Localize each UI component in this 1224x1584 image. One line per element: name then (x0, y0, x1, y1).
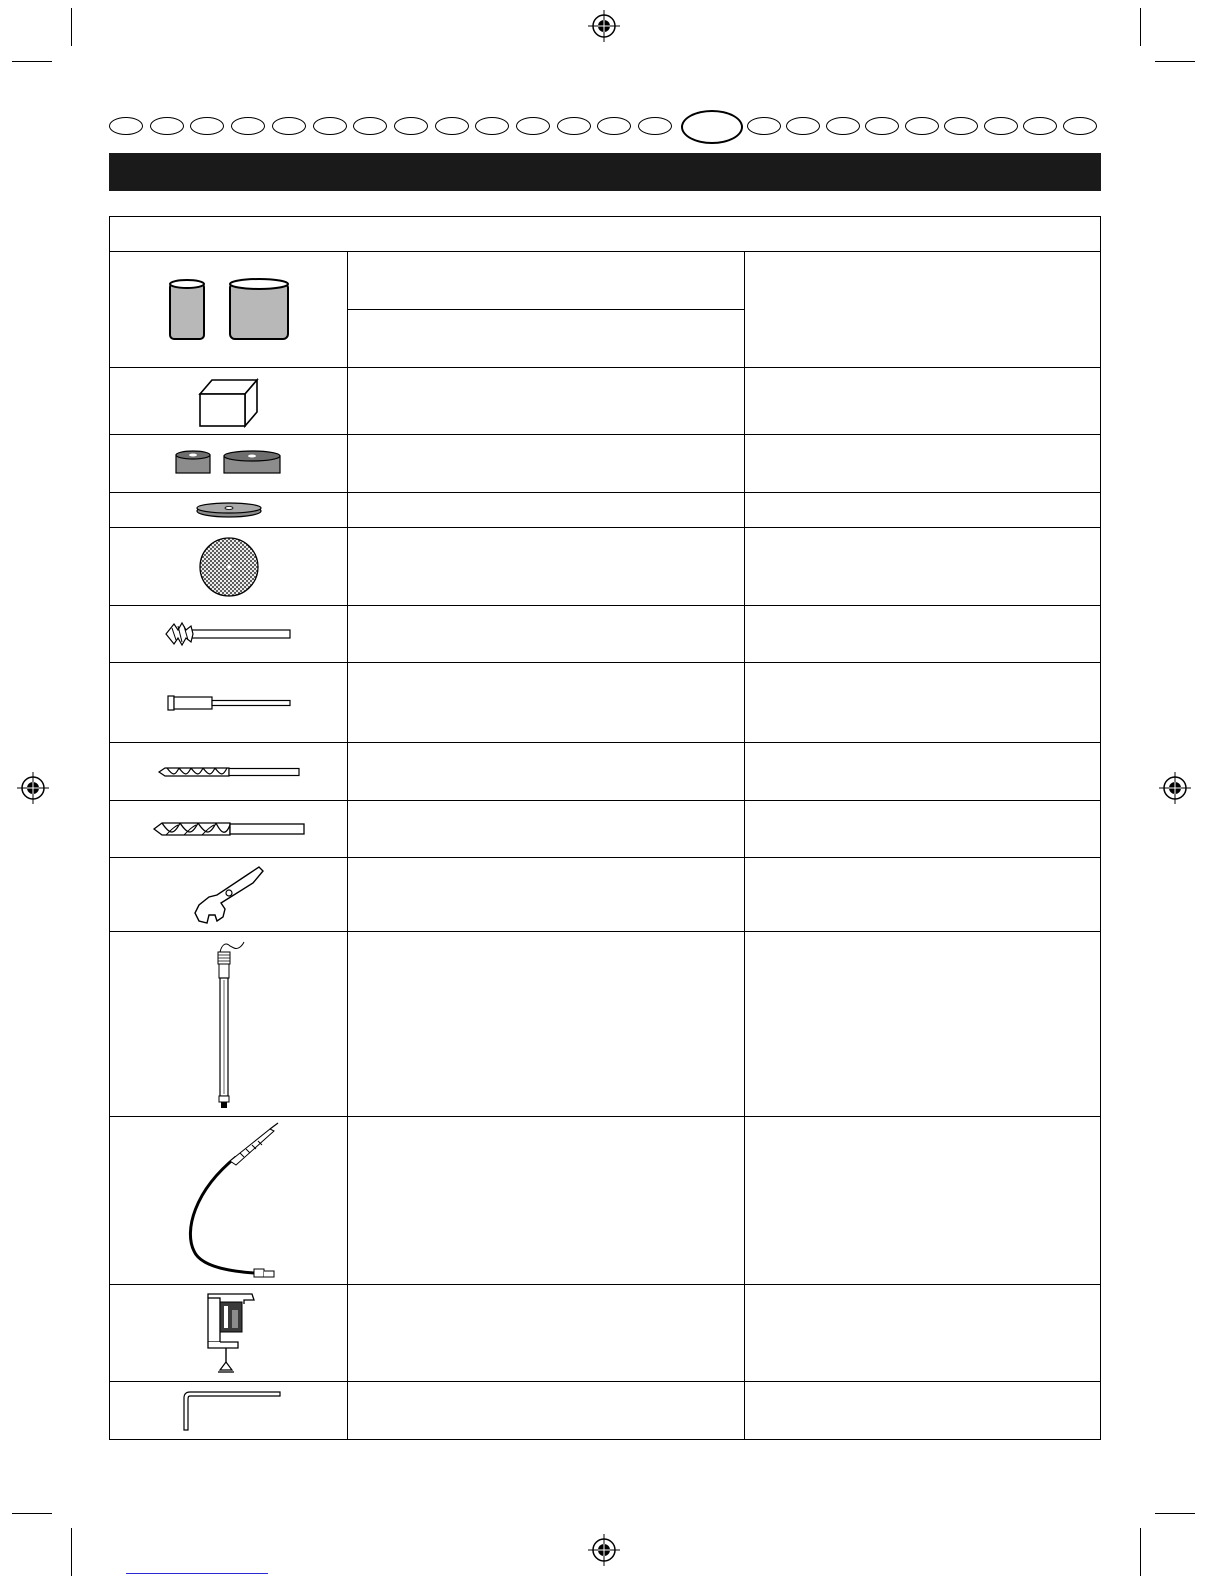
cleaning-block-icon (197, 374, 261, 428)
accessory-quantity-cell (745, 1117, 1101, 1285)
accessory-image-cell (110, 368, 348, 435)
crop-mark (1155, 1513, 1195, 1514)
accessory-quantity-cell (745, 435, 1101, 493)
accessory-name-cell (348, 310, 745, 368)
language-tab[interactable] (597, 117, 631, 135)
accessory-quantity-cell (745, 801, 1101, 858)
large-drill-bit-icon (152, 819, 306, 839)
table-row (110, 368, 1101, 435)
accessory-name-cell (348, 435, 745, 493)
table-row (110, 932, 1101, 1117)
accessory-image-cell (110, 606, 348, 663)
mandrel-icon (166, 693, 292, 713)
language-tab[interactable] (516, 117, 550, 135)
accessory-name-cell (348, 743, 745, 801)
language-tab[interactable] (984, 117, 1018, 135)
hanger-stand-icon (204, 938, 254, 1110)
grinding-stone-icon (174, 449, 284, 479)
section-header-bar (109, 153, 1101, 191)
table-row (110, 252, 1101, 310)
language-tab[interactable] (150, 117, 184, 135)
table-row (110, 1382, 1101, 1440)
language-tab[interactable] (747, 117, 781, 135)
small-drill-bit-icon (157, 764, 301, 780)
hex-key-icon (174, 1390, 284, 1432)
accessory-image-cell (110, 435, 348, 493)
accessory-name-cell (348, 663, 745, 743)
crop-mark (1140, 8, 1141, 46)
language-tab[interactable] (944, 117, 978, 135)
language-tab[interactable] (1063, 117, 1097, 135)
accessory-quantity-cell (745, 932, 1101, 1117)
language-tab[interactable] (557, 117, 591, 135)
accessory-quantity-cell (745, 663, 1101, 743)
table-row (110, 528, 1101, 606)
accessory-name-cell (348, 528, 745, 606)
accessory-quantity-cell (745, 493, 1101, 528)
accessory-name-cell (348, 368, 745, 435)
registration-target-icon (1159, 772, 1191, 804)
table-row (110, 435, 1101, 493)
table-row (110, 858, 1101, 932)
language-tab[interactable] (1023, 117, 1057, 135)
bench-clamp-icon (194, 1290, 264, 1376)
accessory-image-cell (110, 1285, 348, 1382)
sanding-drum-icon (164, 275, 294, 345)
spiral-bit-icon (164, 620, 294, 648)
accessory-quantity-cell (745, 743, 1101, 801)
language-tab-active[interactable] (681, 110, 743, 144)
language-tab[interactable] (394, 117, 428, 135)
language-tab[interactable] (109, 117, 143, 135)
accessory-image-cell (110, 932, 348, 1117)
cut-off-disc-icon (194, 500, 264, 520)
crop-mark (71, 1528, 72, 1576)
language-tab[interactable] (190, 117, 224, 135)
accessory-quantity-cell (745, 606, 1101, 663)
accessory-quantity-cell (745, 368, 1101, 435)
accessory-quantity-cell (745, 1285, 1101, 1382)
accessory-image-cell (110, 252, 348, 368)
language-tab[interactable] (435, 117, 469, 135)
language-tab[interactable] (786, 117, 820, 135)
accessory-quantity-cell (745, 858, 1101, 932)
crop-mark (71, 8, 72, 46)
crop-mark (12, 61, 52, 62)
language-tab[interactable] (272, 117, 306, 135)
accessory-name-cell (348, 1285, 745, 1382)
accessory-name-cell (348, 493, 745, 528)
registration-target-icon (17, 772, 49, 804)
accessory-name-cell (348, 252, 745, 310)
accessory-name-cell (348, 1117, 745, 1285)
spanner-icon (189, 865, 269, 925)
language-tab[interactable] (353, 117, 387, 135)
accessory-quantity-cell (745, 1382, 1101, 1440)
language-tab[interactable] (475, 117, 509, 135)
accessory-name-cell (348, 858, 745, 932)
accessory-image-cell (110, 801, 348, 858)
accessory-name-cell (348, 606, 745, 663)
language-tab[interactable] (638, 117, 672, 135)
registration-target-icon (588, 1534, 620, 1566)
accessory-image-cell (110, 1382, 348, 1440)
table-row (110, 1117, 1101, 1285)
table-row (110, 801, 1101, 858)
registration-target-icon (588, 10, 620, 42)
accessory-image-cell (110, 858, 348, 932)
accessory-image-cell (110, 663, 348, 743)
accessory-name-cell (348, 801, 745, 858)
accessory-image-cell (110, 1117, 348, 1285)
language-tab[interactable] (313, 117, 347, 135)
flexible-shaft-icon (174, 1121, 284, 1281)
accessories-table (109, 216, 1101, 1440)
accessory-image-cell (110, 743, 348, 801)
accessory-image-cell (110, 493, 348, 528)
footer-link-underline (126, 1573, 268, 1574)
crop-mark (12, 1513, 52, 1514)
accessory-name-cell (348, 1382, 745, 1440)
mesh-cutting-disc-icon (197, 535, 261, 599)
table-row (110, 663, 1101, 743)
language-tab[interactable] (865, 117, 899, 135)
language-tab[interactable] (905, 117, 939, 135)
table-row (110, 606, 1101, 663)
table-header (110, 217, 1101, 252)
accessory-name-cell (348, 932, 745, 1117)
accessory-quantity-cell (745, 252, 1101, 368)
language-tab[interactable] (826, 117, 860, 135)
table-header-row (110, 217, 1101, 252)
table-row (110, 743, 1101, 801)
table-row (110, 1285, 1101, 1382)
crop-mark (1155, 61, 1195, 62)
accessory-image-cell (110, 528, 348, 606)
language-tab[interactable] (231, 117, 265, 135)
accessory-quantity-cell (745, 528, 1101, 606)
table-row (110, 493, 1101, 528)
crop-mark (1140, 1528, 1141, 1576)
